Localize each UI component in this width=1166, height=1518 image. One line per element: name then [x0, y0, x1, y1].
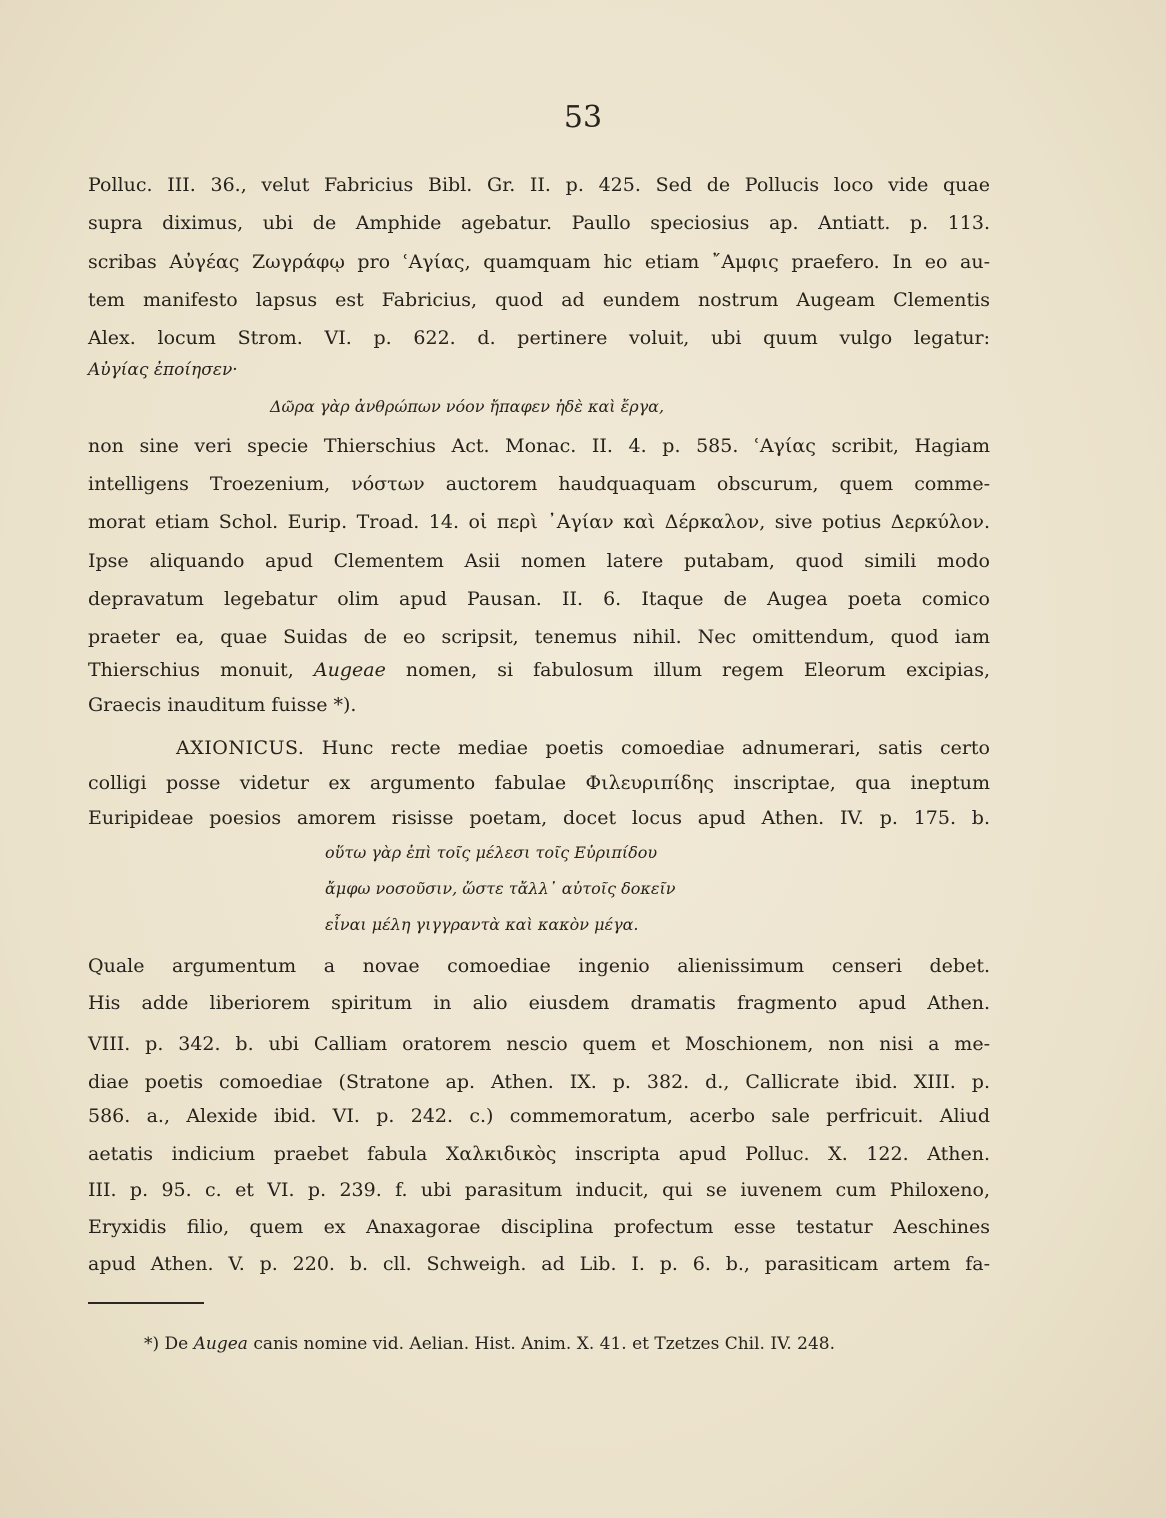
- text-line: aetatis indicium praebet fabula Χαλκιδικὸς inscripta apud Polluc. X. 122. Athen.: [88, 1143, 990, 1165]
- text-segment: Thierschius monuit,: [88, 659, 294, 681]
- text-line: 586. a., Alexide ibid. VI. p. 242. c.) commemoratum, acerbo sale perfricuit. Aliud: [88, 1105, 990, 1127]
- text-line: Quale argumentum a novae comoediae ingenio alienissimum censeri debet.: [88, 955, 990, 977]
- text-line: tem manifesto lapsus est Fabricius, quod ad eundem nostrum Augeam Clementis: [88, 289, 990, 311]
- page-number: 53: [563, 100, 603, 135]
- footnote: [144, 1331, 835, 1357]
- footnote-text: canis nomine vid. Aelian. Hist. Anim. X. 41. et Tzetzes Chil. IV. 248.: [253, 1334, 836, 1354]
- text-line: intelligens Troezenium, νόστων auctorem haudquaquam obscurum, quem comme-: [88, 473, 990, 495]
- text-line: Euripideae poesios amorem risisse poetam, docet locus apud Athen. IV. p. 175. b.: [88, 807, 990, 829]
- text-line: morat etiam Schol. Eurip. Troad. 14. οἱ περὶ ᾿Αγίαν καὶ Δέρκαλον, sive potius Δερκύλον.: [88, 511, 990, 533]
- text-line: Eryxidis filio, quem ex Anaxagorae disciplina profectum esse testatur Aeschines: [88, 1216, 990, 1238]
- verse-line: ἄμφω νοσοῦσιν, ὥστε τἄλλ᾿ αὐτοῖς δοκεῖν: [325, 879, 676, 898]
- text-line: scribas Αὐγέας Ζωγράφῳ pro ʿΑγίας, quamquam hic etiam ῎Αμφις praefero. In eo au-: [88, 251, 990, 273]
- section-heading: AXIONICUS.: [176, 737, 305, 759]
- text-line: apud Athen. V. p. 220. b. cll. Schweigh. ad Lib. I. p. 6. b., parasiticam artem fa-: [88, 1253, 990, 1275]
- paragraph-start-line: [176, 734, 990, 762]
- text-line: colligi posse videtur ex argumento fabulae Φιλευριπίδης inscriptae, qua ineptum: [88, 772, 990, 794]
- text-line: III. p. 95. c. et VI. p. 239. f. ubi parasitum inducit, qui se iuvenem cum Philoxeno,: [88, 1179, 990, 1201]
- text-line: [88, 656, 990, 684]
- footnote-marker: *) De: [144, 1334, 189, 1354]
- text-line: diae poetis comoediae (Stratone ap. Athen. IX. p. 382. d., Callicrate ibid. XIII. p.: [88, 1071, 990, 1093]
- text-line: VIII. p. 342. b. ubi Calliam oratorem nescio quem et Moschionem, non nisi a me-: [88, 1033, 990, 1055]
- text-line: Αὐγίας ἐποίησεν·: [88, 360, 238, 380]
- verse-line: Δῶρα γὰρ ἀνθρώπων νόον ἤπαφεν ἠδὲ καὶ ἔργα,: [270, 397, 665, 416]
- verse-line: οὕτω γὰρ ἐπὶ τοῖς μέλεσι τοῖς Εὐριπίδου: [325, 843, 658, 862]
- italic-name: Augeae: [313, 659, 386, 681]
- text-line: His adde liberiorem spiritum in alio eiusdem dramatis fragmento apud Athen.: [88, 992, 990, 1014]
- verse-line: εἶναι μέλη γιγγραντὰ καὶ κακὸν μέγα.: [325, 915, 639, 934]
- italic-name: Augea: [193, 1334, 248, 1354]
- text-segment: Hunc recte mediae poetis comoediae adnumerari, satis certo: [321, 737, 990, 759]
- text-line: supra diximus, ubi de Amphide agebatur. Paullo speciosius ap. Antiatt. p. 113.: [88, 212, 990, 234]
- text-line: Polluc. III. 36., velut Fabricius Bibl. Gr. II. p. 425. Sed de Pollucis loco vide quae: [88, 174, 990, 196]
- text-line: Graecis inauditum fuisse *).: [88, 694, 357, 716]
- text-line: depravatum legebatur olim apud Pausan. II. 6. Itaque de Augea poeta comico: [88, 588, 990, 610]
- text-line: non sine veri specie Thierschius Act. Monac. II. 4. p. 585. ʿΑγίας scribit, Hagiam: [88, 435, 990, 457]
- text-line: Alex. locum Strom. VI. p. 622. d. pertinere voluit, ubi quum vulgo legatur:: [88, 327, 990, 349]
- text-segment: nomen, si fabulosum illum regem Eleorum excipias,: [405, 659, 990, 681]
- text-line: praeter ea, quae Suidas de eo scripsit, tenemus nihil. Nec omittendum, quod iam: [88, 626, 990, 648]
- text-line: Ipse aliquando apud Clementem Asii nomen latere putabam, quod simili modo: [88, 550, 990, 572]
- footnote-divider: [88, 1302, 204, 1304]
